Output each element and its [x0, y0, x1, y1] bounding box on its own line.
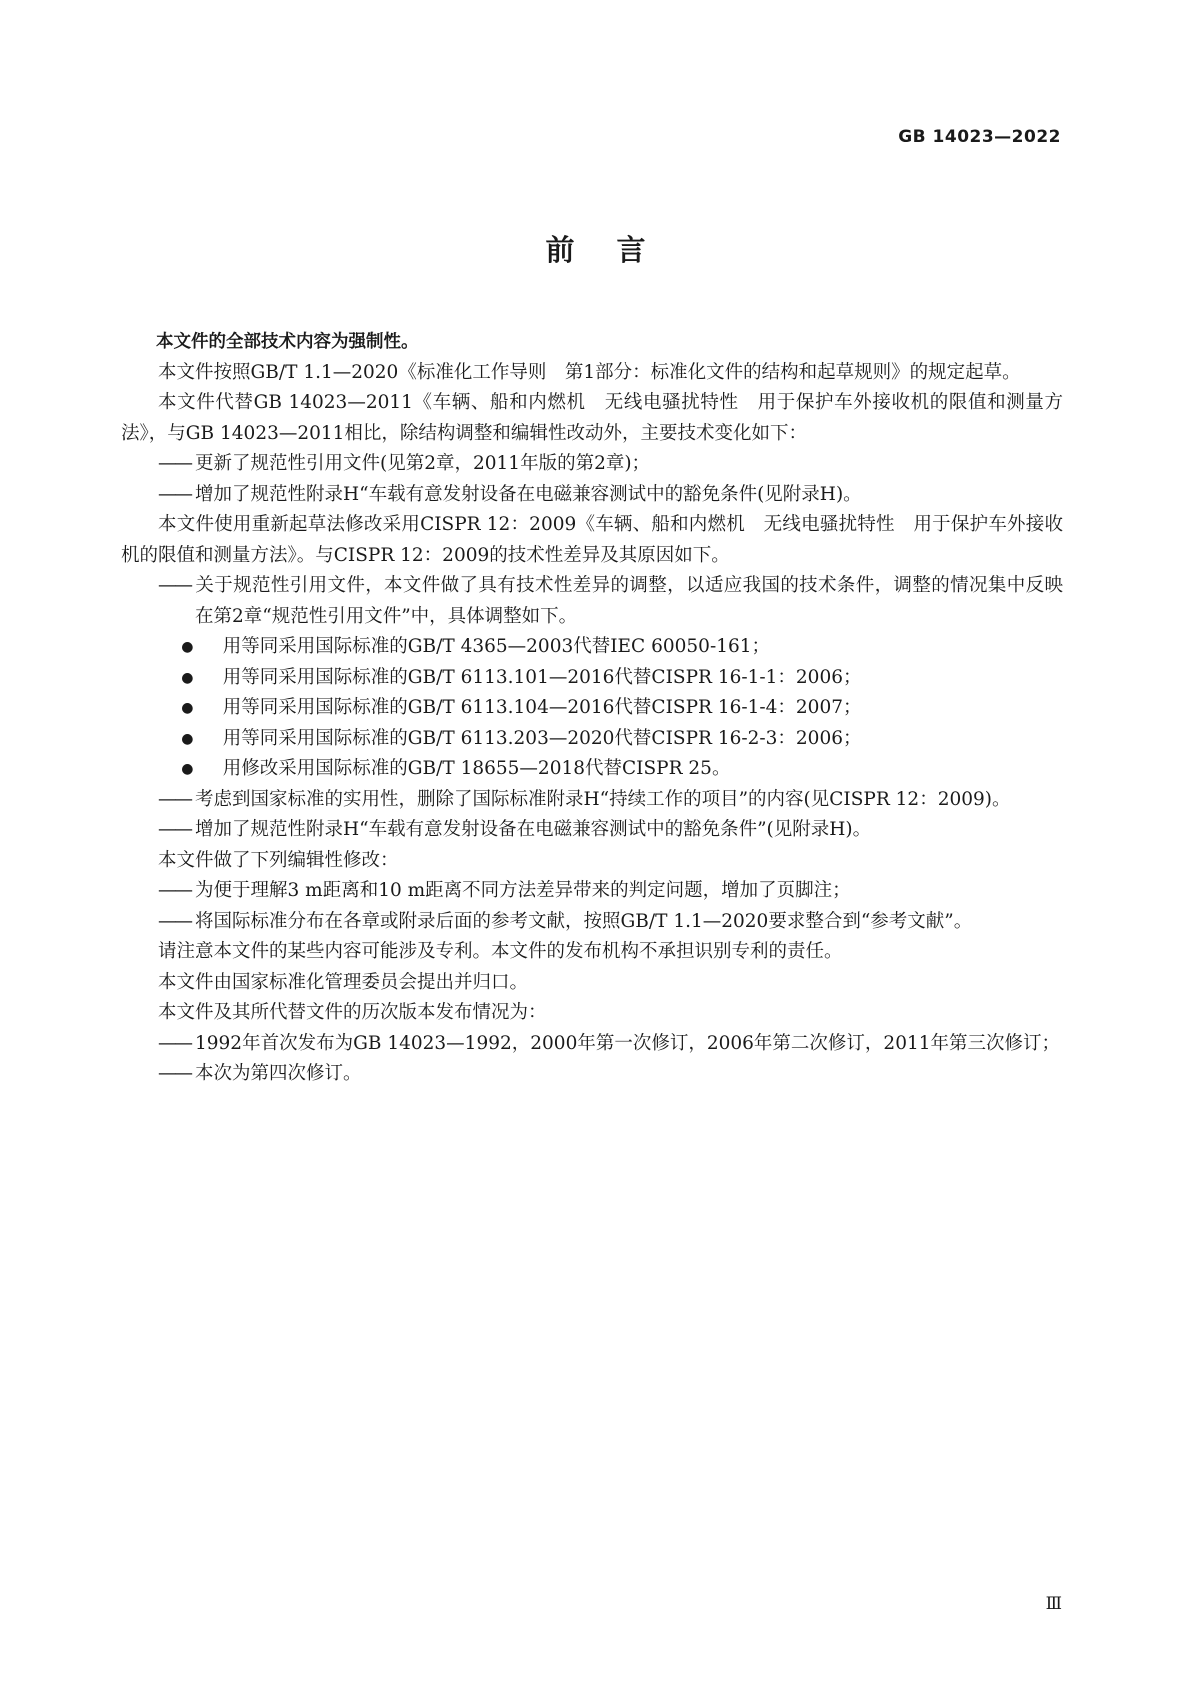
- bullet-icon: ●: [181, 639, 194, 655]
- bullet-item: [121, 724, 1063, 755]
- document-body: [121, 327, 1063, 1090]
- dash-item: [121, 785, 1063, 816]
- bullet-icon: ●: [181, 730, 194, 747]
- dash-marker: ——: [158, 483, 191, 505]
- dash-marker: ——: [158, 819, 191, 840]
- bullet-item-text: 用等同采用国际标准的GB/T 6113.203—2020代替CISPR 16-2-3：2006；: [222, 727, 862, 749]
- dash-marker: ——: [158, 880, 191, 901]
- page-title: 前言: [545, 233, 688, 267]
- paragraph-replaces: 本文件代替GB 14023—2011《车辆、船和内燃机 无线电骚扰特性 用于保护车外接收机的限值和测量方法》，与GB 14023—2011相比，除结构调整和编辑性改动外，主要技术变化如下：: [121, 392, 1063, 444]
- standard-number: GB 14023—2022: [898, 127, 1061, 147]
- bullet-icon: ●: [181, 669, 194, 686]
- page-number: Ⅲ: [1045, 1594, 1062, 1614]
- dash-item-text: 考虑到国家标准的实用性，删除了国际标准附录H“持续工作的项目”的内容(见CISPR 12：2009)。: [195, 788, 1011, 810]
- paragraph-patent: 请注意本文件的某些内容可能涉及专利。本文件的发布机构不承担识别专利的责任。: [158, 941, 843, 962]
- dash-item: [121, 876, 1063, 907]
- dash-item: [121, 480, 1063, 511]
- bullet-item-text: 用等同采用国际标准的GB/T 6113.104—2016代替CISPR 16-1-4：2007；: [222, 697, 862, 718]
- dash-item: [121, 907, 1063, 938]
- bullet-item: [121, 632, 1063, 663]
- paragraph-history: 本文件及其所代替文件的历次版本发布情况为：: [158, 1002, 547, 1023]
- bullet-item-text: 用等同采用国际标准的GB/T 4365—2003代替IEC 60050-161；: [222, 636, 771, 657]
- dash-item: [121, 449, 1063, 480]
- paragraph-editorial: 本文件做了下列编辑性修改：: [158, 849, 399, 871]
- bullet-icon: ●: [181, 761, 194, 777]
- dash-item: [121, 571, 1063, 632]
- dash-item-text: 增加了规范性附录H“车载有意发射设备在电磁兼容测试中的豁免条件(见附录H)。: [195, 483, 862, 505]
- dash-marker: ——: [158, 1032, 191, 1054]
- bullet-item: [121, 754, 1063, 785]
- dash-item: [121, 815, 1063, 846]
- dash-item-text: 将国际标准分布在各章或附录后面的参考文献，按照GB/T 1.1—2020要求整合到“参考文献”。: [195, 910, 973, 932]
- bullet-item: [121, 663, 1063, 694]
- dash-item-text: 1992年首次发布为GB 14023—1992，2000年第一次修订，2006年第二次修订，2011年第三次修订；: [195, 1032, 1061, 1054]
- dash-item-text: 为便于理解3 m距离和10 m距离不同方法差异带来的判定问题，增加了页脚注；: [195, 880, 851, 901]
- dash-item: [121, 1029, 1063, 1060]
- dash-marker: ——: [158, 910, 191, 932]
- paragraph-adoption: 本文件使用重新起草法修改采用CISPR 12：2009《车辆、船和内燃机 无线电骚扰特性 用于保护车外接收机的限值和测量方法》。与CISPR 12：2009的技术性差异及其原因如下。: [121, 514, 1063, 566]
- dash-marker: ——: [158, 575, 191, 596]
- bullet-item-text: 用修改采用国际标准的GB/T 18655—2018代替CISPR 25。: [222, 758, 731, 779]
- dash-item: [121, 1059, 1063, 1090]
- bullet-item: [121, 693, 1063, 724]
- mandatory-statement: 本文件的全部技术内容为强制性。: [156, 332, 419, 352]
- bullet-icon: ●: [181, 700, 194, 716]
- dash-item-text: 关于规范性引用文件，本文件做了具有技术性差异的调整，以适应我国的技术条件，调整的情况集中反映在第2章“规范性引用文件”中，具体调整如下。: [195, 575, 1063, 627]
- dash-marker: ——: [158, 788, 191, 810]
- dash-marker: ——: [158, 453, 191, 474]
- dash-item-text: 更新了规范性引用文件(见第2章，2011年版的第2章)；: [195, 453, 651, 474]
- dash-marker: ——: [158, 1063, 191, 1084]
- dash-item-text: 本次为第四次修订。: [195, 1063, 362, 1084]
- bullet-item-text: 用等同采用国际标准的GB/T 6113.101—2016代替CISPR 16-1-1：2006；: [222, 666, 862, 688]
- paragraph-proposer: 本文件由国家标准化管理委员会提出并归口。: [158, 971, 529, 993]
- paragraph-drafting-rules: 本文件按照GB/T 1.1—2020《标准化工作导则 第1部分：标准化文件的结构和起草规则》的规定起草。: [158, 361, 1021, 383]
- dash-item-text: 增加了规范性附录H“车载有意发射设备在电磁兼容测试中的豁免条件”(见附录H)。: [195, 819, 872, 840]
